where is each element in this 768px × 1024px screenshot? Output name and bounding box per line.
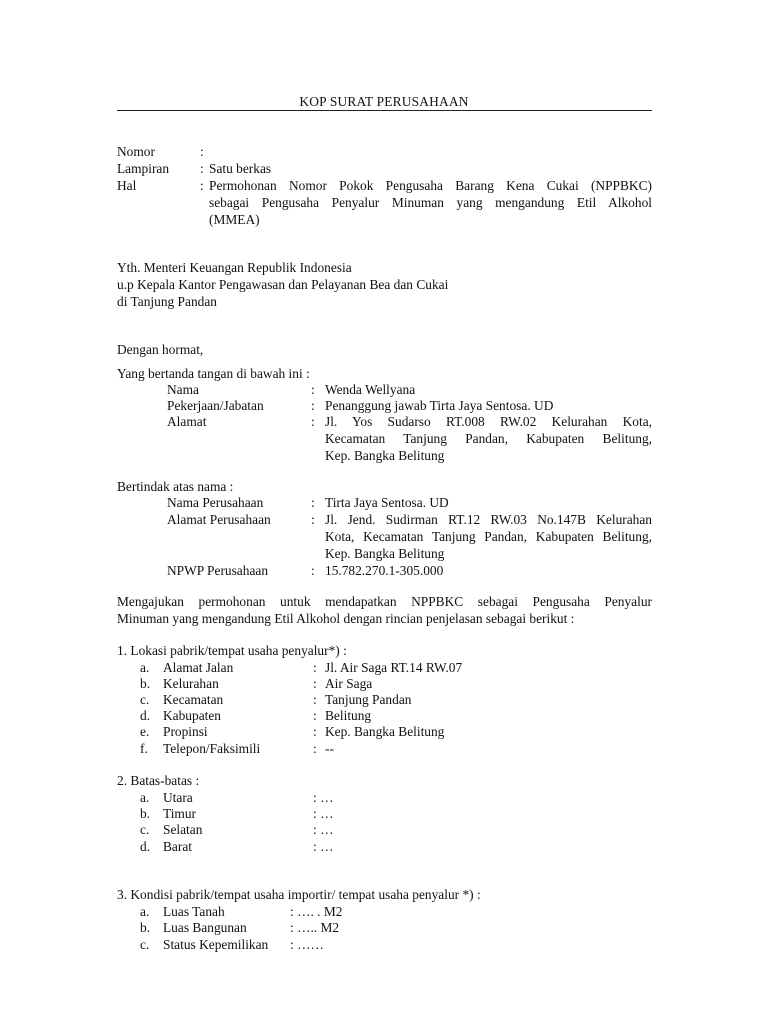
s2-value: : … bbox=[313, 822, 334, 837]
s1-label: Telepon/Faksimili bbox=[163, 741, 261, 756]
section-1-title: 1. Lokasi pabrik/tempat usaha penyalur*) : bbox=[117, 643, 347, 658]
signer-alamat-line-1: Jl. Yos Sudarso RT.008 RW.02 Kelurahan Kota, bbox=[325, 414, 652, 429]
s1-sep: : bbox=[313, 676, 317, 691]
s2-label: Barat bbox=[163, 839, 192, 854]
section-2-title: 2. Batas-batas : bbox=[117, 773, 200, 788]
hal-line-3: (MMEA) bbox=[209, 212, 260, 227]
s1-value: Tanjung Pandan bbox=[325, 692, 412, 707]
signer-nama-sep: : bbox=[311, 382, 315, 397]
s3-letter: a. bbox=[140, 904, 150, 919]
s2-label: Utara bbox=[163, 790, 193, 805]
signer-pekerjaan-sep: : bbox=[311, 398, 315, 413]
s1-letter: c. bbox=[140, 692, 150, 707]
s1-sep: : bbox=[313, 741, 317, 756]
s1-label: Propinsi bbox=[163, 724, 208, 739]
s1-value: -- bbox=[325, 741, 334, 756]
lampiran-label: Lampiran bbox=[117, 161, 170, 176]
s2-letter: c. bbox=[140, 822, 150, 837]
s2-value: : … bbox=[313, 806, 334, 821]
nomor-sep: : bbox=[200, 144, 204, 159]
s2-letter: a. bbox=[140, 790, 150, 805]
company-nama-value: Tirta Jaya Sentosa. UD bbox=[325, 495, 449, 510]
lampiran-value: Satu berkas bbox=[209, 161, 272, 176]
signer-pekerjaan-value: Penanggung jawab Tirta Jaya Sentosa. UD bbox=[325, 398, 554, 413]
salutation: Dengan hormat, bbox=[117, 342, 204, 357]
s1-letter: d. bbox=[140, 708, 151, 723]
nomor-label: Nomor bbox=[117, 144, 155, 159]
signer-pekerjaan-label: Pekerjaan/Jabatan bbox=[167, 398, 264, 413]
s1-value: Jl. Air Saga RT.14 RW.07 bbox=[325, 660, 463, 675]
signer-nama-label: Nama bbox=[167, 382, 199, 397]
recipient-line-2: u.p Kepala Kantor Pengawasan dan Pelayanan Bea dan Cukai bbox=[117, 277, 449, 292]
hal-label: Hal bbox=[117, 178, 137, 193]
s1-letter: a. bbox=[140, 660, 150, 675]
company-npwp-sep: : bbox=[311, 563, 315, 578]
s2-value: : … bbox=[313, 790, 334, 805]
hal-line-1: Permohonan Nomor Pokok Pengusaha Barang Kena Cukai (NPPBKC) bbox=[209, 178, 652, 193]
company-alamat-sep: : bbox=[311, 512, 315, 527]
company-nama-label: Nama Perusahaan bbox=[167, 495, 264, 510]
s1-letter: f. bbox=[140, 741, 148, 756]
s1-label: Kecamatan bbox=[163, 692, 224, 707]
s2-label: Timur bbox=[163, 806, 196, 821]
letterhead-title: KOP SURAT PERUSAHAAN bbox=[299, 94, 469, 109]
request-line-1: Mengajukan permohonan untuk mendapatkan NPPBKC sebagai Pengusaha Penyalur bbox=[117, 594, 652, 609]
s3-value: : …… bbox=[290, 937, 324, 952]
company-alamat-label: Alamat Perusahaan bbox=[167, 512, 271, 527]
company-alamat-line-2: Kota, Kecamatan Tanjung Pandan, Kabupaten Belitung, bbox=[325, 529, 652, 544]
lampiran-sep: : bbox=[200, 161, 204, 176]
s1-label: Kabupaten bbox=[163, 708, 222, 723]
signer-alamat-sep: : bbox=[311, 414, 315, 429]
s1-letter: e. bbox=[140, 724, 150, 739]
signer-alamat-line-2: Kecamatan Tanjung Pandan, Kabupaten Belitung, bbox=[325, 431, 652, 446]
s3-letter: b. bbox=[140, 920, 151, 935]
section-3-title: 3. Kondisi pabrik/tempat usaha importir/ tempat usaha penyalur *) : bbox=[117, 887, 481, 902]
s1-sep: : bbox=[313, 660, 317, 675]
s2-value: : … bbox=[313, 839, 334, 854]
request-line-2: Minuman yang mengandung Etil Alkohol dengan rincian penjelasan sebagai berikut : bbox=[117, 611, 575, 626]
signer-alamat-line-3: Kep. Bangka Belitung bbox=[325, 448, 445, 463]
company-npwp-value: 15.782.270.1-305.000 bbox=[325, 563, 444, 578]
s3-label: Status Kepemilikan bbox=[163, 937, 269, 952]
company-intro: Bertindak atas nama : bbox=[117, 479, 234, 494]
s2-letter: d. bbox=[140, 839, 151, 854]
s1-value: Belitung bbox=[325, 708, 372, 723]
signer-intro: Yang bertanda tangan di bawah ini : bbox=[117, 366, 310, 381]
s1-value: Air Saga bbox=[325, 676, 373, 691]
s1-letter: b. bbox=[140, 676, 151, 691]
s3-label: Luas Tanah bbox=[163, 904, 225, 919]
hal-line-2: sebagai Pengusaha Penyalur Minuman yang mengandung Etil Alkohol bbox=[209, 195, 652, 210]
s3-value: : …. . M2 bbox=[290, 904, 343, 919]
recipient-line-1: Yth. Menteri Keuangan Republik Indonesia bbox=[117, 260, 352, 275]
s1-sep: : bbox=[313, 708, 317, 723]
recipient-line-3: di Tanjung Pandan bbox=[117, 294, 217, 309]
letterhead-rule bbox=[117, 110, 652, 111]
s2-label: Selatan bbox=[163, 822, 203, 837]
signer-alamat-label: Alamat bbox=[167, 414, 207, 429]
s1-sep: : bbox=[313, 692, 317, 707]
s3-label: Luas Bangunan bbox=[163, 920, 247, 935]
company-alamat-line-3: Kep. Bangka Belitung bbox=[325, 546, 445, 561]
s3-letter: c. bbox=[140, 937, 150, 952]
company-npwp-label: NPWP Perusahaan bbox=[167, 563, 269, 578]
s1-label: Alamat Jalan bbox=[163, 660, 234, 675]
s1-value: Kep. Bangka Belitung bbox=[325, 724, 445, 739]
hal-sep: : bbox=[200, 178, 204, 193]
company-alamat-line-1: Jl. Jend. Sudirman RT.12 RW.03 No.147B Kelurahan bbox=[325, 512, 652, 527]
s3-value: : ….. M2 bbox=[290, 920, 340, 935]
signer-nama-value: Wenda Wellyana bbox=[325, 382, 416, 397]
s1-sep: : bbox=[313, 724, 317, 739]
company-nama-sep: : bbox=[311, 495, 315, 510]
s1-label: Kelurahan bbox=[163, 676, 219, 691]
s2-letter: b. bbox=[140, 806, 151, 821]
